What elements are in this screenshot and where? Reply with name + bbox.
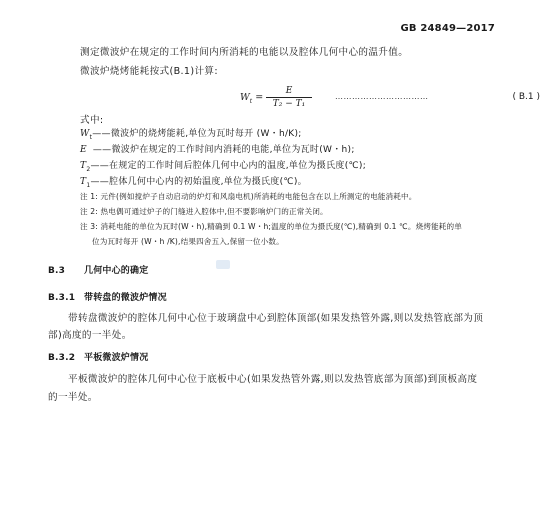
section-b32-heading: B.3.2 平板微波炉情况: [48, 353, 149, 363]
formula-denominator: T₂ − T₁: [272, 99, 306, 109]
formula-numerator: E: [285, 86, 293, 96]
watermark-badge: [216, 260, 230, 269]
standard-number: GB 24849—2017: [400, 23, 495, 34]
formula-lhs: $W_t$ =: [240, 92, 264, 105]
section-b31-heading: B.3.1 带转盘的微波炉情况: [48, 293, 167, 303]
section-b32-para-line-1: 平板微波炉的腔体几何中心位于底板中心(如果发热管外露,则以发热管底部为顶部)到顶板高度: [68, 374, 478, 385]
note-3: 注 3: 消耗电能的单位为瓦时(W・h),精确到 0.1 W・h;温度的单位为摄氏度(℃),精确到 0.1 ℃。烧烤能耗的单: [80, 222, 463, 231]
formula-leader-dots: ……………………………: [335, 92, 429, 101]
fraction-bar: [266, 97, 312, 98]
formula-fraction: [266, 86, 312, 109]
variable-e: E ——微波炉在规定的工作时间内消耗的电能,单位为瓦时(W・h);: [80, 145, 355, 155]
section-b3-heading: B.3 几何中心的确定: [48, 266, 149, 276]
formula-number: ( B.1 ): [512, 92, 540, 102]
note-1: 注 1: 元件(例如搅炉子自动启动的炉灯和风扇电机)所消耗的电能包含在以上所测定的电能消耗中。: [80, 192, 417, 201]
variable-wt: $W_t——$微波炉的烧烤能耗,单位为瓦时每开 (W・h/K);: [80, 129, 302, 141]
section-b31-para-line-2: 部)高度的一半处。: [48, 330, 132, 341]
intro-line-1: 测定微波炉在规定的工作时间内所消耗的电能以及腔体几何中心的温升值。: [80, 47, 409, 58]
formula-b1: [240, 86, 540, 120]
variable-t1: $T_1——$腔体几何中心内的初始温度,单位为摄氏度(℃)。: [80, 177, 307, 189]
section-b31-para-line-1: 带转盘微波炉的腔体几何中心位于玻璃盘中心到腔体顶部(如果发热管外露,则以发热管底部为顶: [68, 313, 484, 324]
note-2: 注 2: 热电偶可通过炉子的门缝进入腔体中,但不要影响炉门的正常关闭。: [80, 207, 328, 216]
variable-t2: $T_2——$在规定的工作时间后腔体几何中心内的温度,单位为摄氏度(℃);: [80, 161, 367, 173]
where-label: 式中:: [80, 115, 104, 126]
intro-line-2: 微波炉烧烤能耗按式(B.1)计算:: [80, 66, 218, 77]
section-b32-para-line-2: 的一半处。: [48, 392, 98, 403]
note-3-continued: 位为瓦时每开 (W・h /K),结果四舍五入,保留一位小数。: [92, 237, 284, 246]
